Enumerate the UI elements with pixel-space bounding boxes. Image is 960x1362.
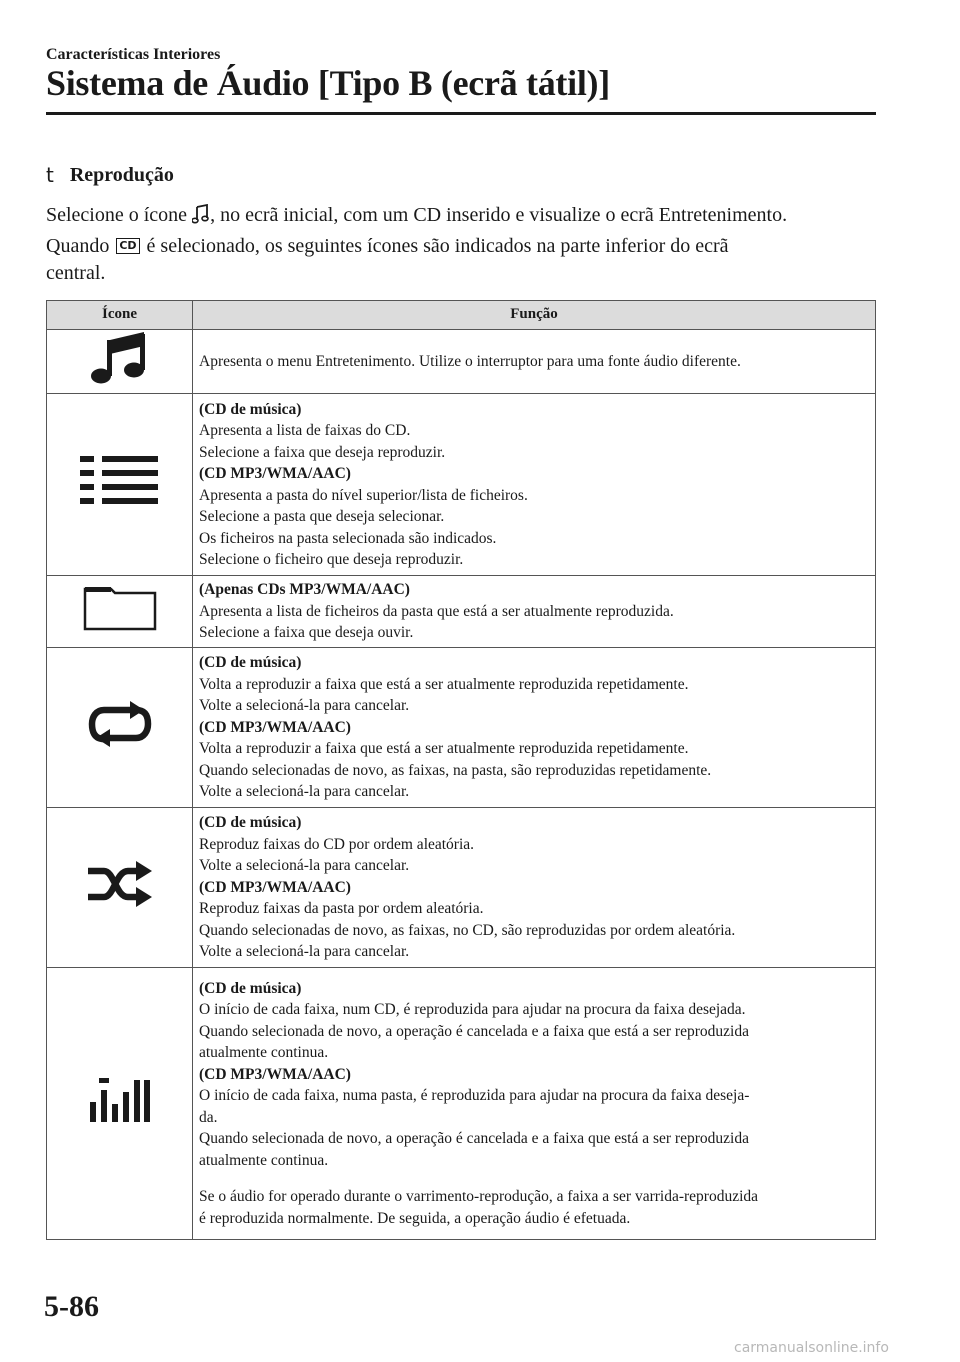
music-note-icon (90, 373, 150, 390)
description-line: Selecione a pasta que deseja selecionar. (199, 508, 445, 525)
table-row (47, 394, 876, 576)
chapter-label: Características Interiores (46, 46, 221, 63)
description-line: atualmente continua. (199, 1151, 329, 1169)
function-description (193, 394, 876, 576)
description-line: Quando selecionada de novo, a operação é cancelada e a faixa que está a ser reproduzida (199, 1022, 749, 1040)
cd-type-label: (CD de música) (199, 654, 302, 672)
cd-type-label: (CD de música) (199, 814, 302, 832)
description-line: atualmente continua. (199, 1044, 329, 1062)
description-line: Selecione a faixa que deseja reproduzir. (199, 443, 446, 461)
description-line: Volte a selecioná-la para cancelar. (199, 697, 410, 715)
cd-type-label: (CD MP3/WMA/AAC) (199, 1065, 351, 1083)
shuffle-icon (86, 896, 154, 913)
description-line: Reproduz faixas do CD por ordem aleatória. (199, 835, 475, 853)
function-description (193, 968, 876, 1240)
description-line: Quando selecionada de novo, a operação é cancelada e a faixa que está a ser reproduzida (199, 1130, 749, 1148)
intro-text-2b: é selecionado, os seguintes ícones são indicados na parte inferior do ecrã (146, 234, 729, 257)
description-line: da. (199, 1108, 218, 1126)
description-line: Volta a reproduzir a faixa que está a ser atualmente reproduzida repetidamente. (199, 675, 689, 693)
cd-icon: CD (116, 238, 139, 254)
page-number: 5-86 (44, 1290, 99, 1323)
description-line: Os ficheiros na pasta selecionada são indicados. (199, 529, 497, 547)
description-line: O início de cada faixa, numa pasta, é reproduzida para ajudar na procura da faixa deseja- (199, 1087, 750, 1105)
description-line: O início de cada faixa, num CD, é reproduzida para ajudar na procura da faixa desejada. (199, 1001, 746, 1019)
table-row (47, 648, 876, 808)
repeat-icon (88, 734, 152, 751)
column-header-function: Função (193, 301, 876, 330)
description-line: Selecione a faixa que deseja ouvir. (199, 624, 414, 642)
scan-icon (90, 1109, 150, 1126)
watermark: carmanualsonline.info (734, 1340, 889, 1356)
table-row (47, 968, 876, 1240)
table-row (47, 808, 876, 968)
intro-text-1a: Selecione o ícone (46, 204, 188, 226)
description-line: Apresenta a lista de ficheiros da pasta que está a ser atualmente reproduzida. (199, 602, 674, 620)
cd-type-label: (CD MP3/WMA/AAC) (199, 878, 351, 896)
music-note-inline-icon (192, 204, 210, 233)
list-icon (80, 493, 160, 510)
intro-text-2a: Quando (46, 234, 110, 257)
function-description (193, 330, 876, 394)
function-description (193, 576, 876, 648)
description-line: Volta a reproduzir a faixa que está a ser atualmente reproduzida repetidamente. (199, 740, 689, 758)
description-line: é reproduzida normalmente. De seguida, a operação áudio é efetuada. (199, 1209, 631, 1227)
cd-type-label: (CD MP3/WMA/AAC) (199, 718, 351, 736)
section-heading (46, 163, 174, 187)
description-line: Reproduz faixas da pasta por ordem aleatória. (199, 900, 484, 918)
section-title: Reprodução (69, 163, 174, 186)
intro-text-3: central. (46, 262, 106, 284)
description-line: Apresenta a pasta do nível superior/lista de ficheiros. (199, 486, 528, 504)
function-description (193, 808, 876, 968)
intro-text-1b: , no ecrã inicial, com um CD inserido e visualize o ecrã Entretenimento. (210, 204, 788, 226)
cd-type-label: (CD de música) (199, 979, 302, 997)
description-line: Apresenta a lista de faixas do CD. (199, 422, 411, 439)
folder-icon (83, 618, 157, 635)
page-title: Sistema de Áudio [Tipo B (ecrã tátil)] (46, 63, 610, 103)
description-line: Volte a selecioná-la para cancelar. (199, 783, 410, 801)
column-header-icon: Ícone (47, 301, 193, 330)
description-line: Se o áudio for operado durante o varrimento-reprodução, a faixa a ser varrida-reproduzida (199, 1188, 759, 1206)
description-line: Volte a selecioná-la para cancelar. (199, 943, 410, 961)
intro-paragraph (46, 202, 886, 288)
table-row (47, 576, 876, 648)
header-rule (46, 112, 876, 115)
cd-type-label: (Apenas CDs MP3/WMA/AAC) (199, 581, 410, 599)
description-line: Quando selecionadas de novo, as faixas, na pasta, são reproduzidas repetidamente. (199, 761, 712, 779)
table-row (47, 330, 876, 394)
function-table (46, 300, 876, 1240)
section-bullet: t (46, 163, 54, 187)
description-line: Selecione o ficheiro que deseja reproduzir. (199, 551, 464, 568)
description-line: Volte a selecioná-la para cancelar. (199, 857, 410, 875)
cd-type-label: (CD de música) (199, 400, 302, 418)
description-line: Quando selecionadas de novo, as faixas, no CD, são reproduzidas por ordem aleatória. (199, 921, 736, 939)
line-gap (199, 1171, 869, 1186)
description-line: Apresenta o menu Entretenimento. Utilize o interruptor para uma fonte áudio diferente. (199, 352, 741, 370)
cd-type-label: (CD MP3/WMA/AAC) (199, 465, 351, 482)
function-description (193, 648, 876, 808)
